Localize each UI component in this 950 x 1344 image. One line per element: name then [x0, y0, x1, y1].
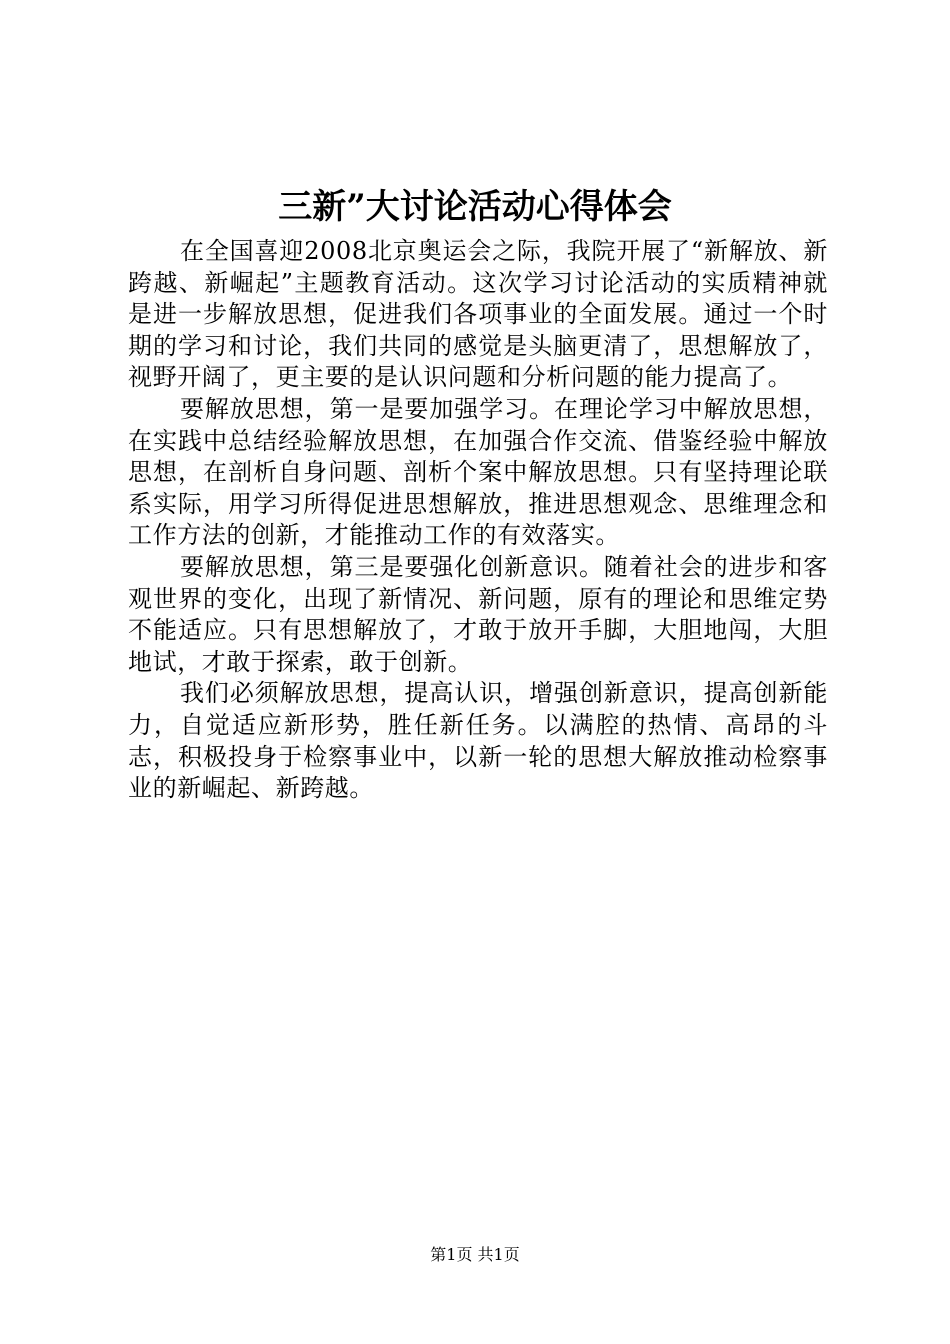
paragraph: 在全国喜迎2008北京奥运会之际，我院开展了“新解放、新跨越、新崛起”主题教育活动。这次学习讨论活动的实质精神就是进一步解放思想，促进我们各项事业的全面发展。通过一个时期的学习和讨论，我们共同的感觉是头脑更清了，思想解放了，视野开阔了，更主要的是认识问题和分析问题的能力提高了。 [128, 237, 828, 392]
paragraph: 要解放思想，第一是要加强学习。在理论学习中解放思想，在实践中总结经验解放思想，在加强合作交流、借鉴经验中解放思想，在剖析自身问题、剖析个案中解放思想。只有坚持理论联系实际，用学习所得促进思想解放，推进思想观念、思维理念和工作方法的创新，才能推动工作的有效落实。 [128, 394, 828, 550]
page-footer: 第1页 共1页 [430, 1245, 520, 1264]
paragraph: 要解放思想，第三是要强化创新意识。随着社会的进步和客观世界的变化，出现了新情况、新问题，原有的理论和思维定势不能适应。只有思想解放了，才敢于放开手脚，大胆地闯，大胆地试，才敢于探索，敢于创新。 [128, 552, 828, 676]
paragraph: 我们必须解放思想，提高认识，增强创新意识，提高创新能力，自觉适应新形势，胜任新任务。以满腔的热情、高昂的斗志，积极投身于检察事业中，以新一轮的思想大解放推动检察事业的新崛起、新跨越。 [128, 679, 828, 803]
document-title: 三新”大讨论活动心得体会 [278, 187, 672, 227]
document-body [128, 236, 828, 805]
